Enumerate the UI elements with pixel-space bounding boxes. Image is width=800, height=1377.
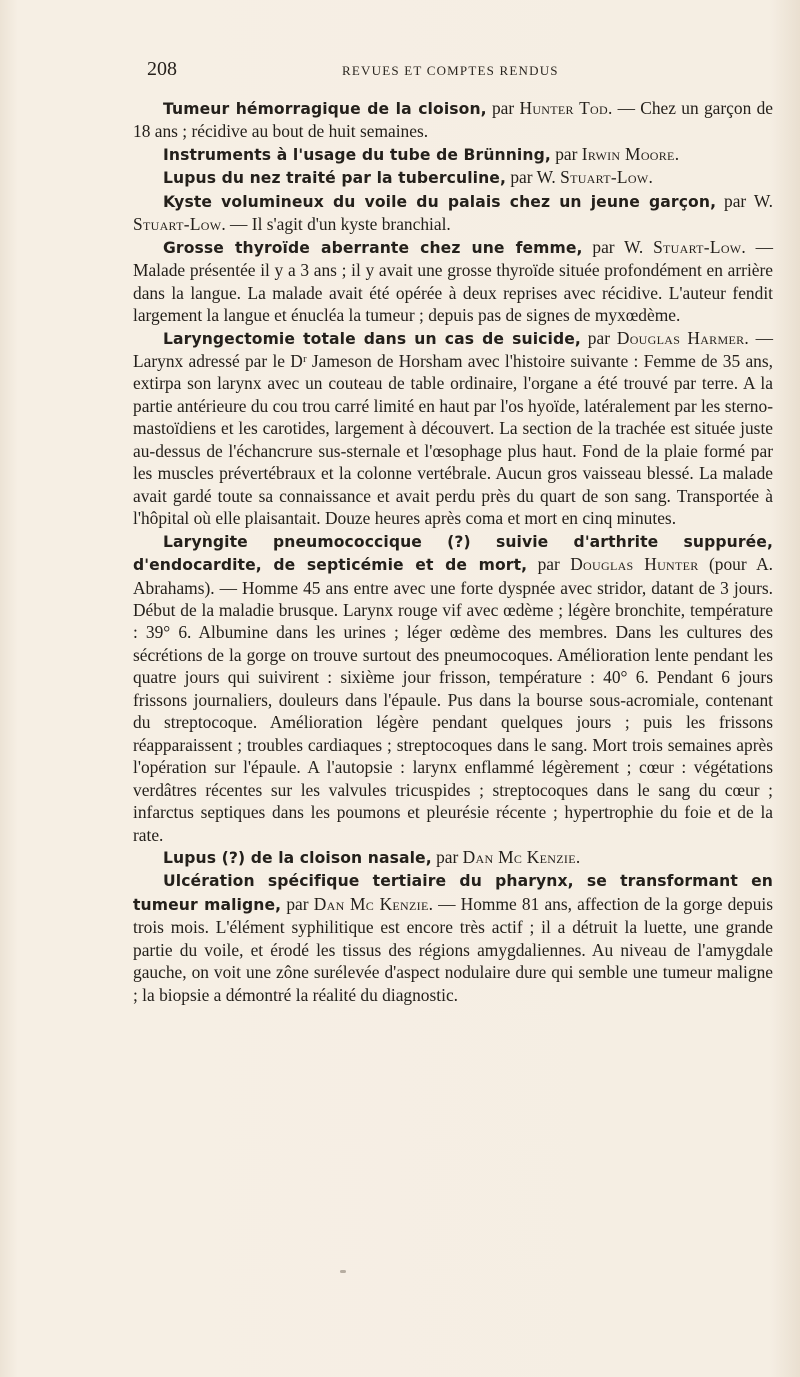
entry-laryngite-pneumococcique xyxy=(133,530,773,846)
entry-title: Laryngite pneumococcique (?) suivie d'arthrite suppurée, d'endocardite, de septicémie et de mort, xyxy=(133,532,773,575)
entry-instruments-brunning xyxy=(133,143,773,166)
entry-text: . — Homme 81 ans, affection de la gorge depuis trois mois. L'élément syphilitique est encore très actif ; il a détruit la luette, une grande partie du voile, et érodé les tissus des régions amygdaliennes. Au niveau de l'amygdale gauche, on voit une zône surélevée d'aspect nodulaire dure qui semble une tumeur maligne ; la biopsie a démontré la réalité du diagnostic. xyxy=(133,893,774,1005)
entry-text: . xyxy=(575,846,581,867)
entry-author: Dan Mc Kenzie xyxy=(462,846,576,867)
entry-text: (pour A. Abrahams). — Homme 45 ans entre avec une forte dyspnée avec stridor, datant de 3 jours. Début de la maladie brusque. Larynx rouge vif avec œdème ; légère bronchite, température : 39° 6. Albumine dans les urines ; léger œdème des membres. Dans les cultures des sécrétions de la gorge on trouve surtout des pneumocoques. Amélioration lente pendant les quatre jours qui suivirent : sixième jour frisson, température : 40° 6. Pendant 6 jours frissons journaliers, douleurs dans l'épaule. Pus dans la bourse sous-acromiale, contenant du streptocoque. Amélioration légère pendant quelques jours ; puis les frissons réapparaissent ; troubles cardiaques ; streptocoques dans le sang. Mort trois semaines après l'opération sur l'épaule. A l'autopsie : larynx enflammé légèrement ; cœur : végétations verdâtres récentes sur les valvules tricuspides ; streptocoques dans le sang du cœur ; infarctus septiques dans les poumons et pleurésie récente ; hypertrophie du foie et de la rate. xyxy=(133,554,773,845)
entry-title: Instruments à l'usage du tube de Brünning, xyxy=(163,145,551,164)
entry-by: par xyxy=(431,846,463,867)
entry-by: par xyxy=(580,327,617,348)
entry-title: Kyste volumineux du voile du palais chez un jeune garçon, xyxy=(163,192,717,211)
entry-ulceration-pharynx xyxy=(133,869,773,1006)
entry-by: par xyxy=(281,893,314,914)
entry-text: . xyxy=(648,167,653,188)
entry-title: Tumeur hémorragique de la cloison, xyxy=(163,100,487,118)
entry-text: . — Chez un garçon de 18 ans ; récidive au bout de huit semaines. xyxy=(133,98,773,142)
entry-title: Lupus du nez traité par la tuberculine, xyxy=(163,169,506,188)
ink-speck xyxy=(340,1270,346,1273)
entry-author: Irwin Moore xyxy=(581,143,675,164)
entry-thyroide-aberrante xyxy=(133,236,773,327)
entry-author: Hunter Tod xyxy=(519,98,608,118)
entry-title: Ulcération spécifique tertiaire du pharynx, se transformant en tumeur maligne, xyxy=(133,872,773,914)
entry-title: Lupus (?) de la cloison nasale, xyxy=(163,848,432,867)
entry-author: Stuart-Low xyxy=(133,214,222,235)
entry-by: par xyxy=(486,98,520,118)
entry-author: Stuart-Low xyxy=(653,236,742,257)
entry-author: Dan Mc Kenzie xyxy=(313,893,429,914)
entry-laryngectomie-suicide xyxy=(133,327,773,530)
entry-by: par W. xyxy=(505,167,561,188)
page-header xyxy=(147,58,787,88)
entry-kyste-voile xyxy=(133,190,773,236)
entry-text: . — Il s'agit d'un kyste branchial. xyxy=(221,214,451,235)
entry-lupus-cloison xyxy=(133,846,773,869)
page-number: 208 xyxy=(147,58,177,80)
entry-text: . — Larynx adressé par le Dʳ Jameson de Horsham avec l'histoire suivante : Femme de 35 ans, extirpa son larynx avec un couteau de table ordinaire, l'organe a été trouvé par terre. A la partie antérieure du cou trou carré limité en haut par l'os hyoïde, latéralement par les sterno-mastoïdiens et les carotides, largement à découvert. La section de la trachée est située juste au-dessus de l'échancrure sus-sternale et l'œsophage plus haut. Fond de la plaie formé par les muscles prévertébraux et la colonne vertébrale. Aucun gros vaisseau blessé. La malade avait gardé toute sa connaissance et avait perdu près du quart de son sang. Transportée à l'hôpital où elle plaisantait. Douze heures après coma et mort en cinq minutes. xyxy=(133,327,773,529)
entry-by: par W. xyxy=(582,236,654,257)
entry-by: par W. xyxy=(716,190,773,211)
entry-author: Douglas Harmer xyxy=(616,327,745,348)
entry-title: Laryngectomie totale dans un cas de suicide, xyxy=(163,329,581,348)
entry-title: Grosse thyroïde aberrante chez une femme, xyxy=(163,238,583,257)
entry-text: . xyxy=(674,143,680,164)
entry-author: Douglas Hunter xyxy=(570,554,699,575)
running-title: REVUES ET COMPTES RENDUS xyxy=(342,63,559,78)
entry-text: . — Malade présentée il y a 3 ans ; il y avait une grosse thyroïde située profondément en arrière dans la langue. La malade avait été opérée à deux reprises avec récidive. L'auteur fendit largement la langue et énucléa la tumeur ; depuis pas de signes de myxœdème. xyxy=(133,236,773,326)
entry-author: Stuart-Low xyxy=(560,167,649,188)
entry-by: par xyxy=(550,143,582,164)
entry-lupus-nez xyxy=(133,166,773,189)
entry-tumeur-hemorragique xyxy=(133,97,773,143)
article-body xyxy=(133,97,773,1006)
entry-by: par xyxy=(527,554,571,575)
